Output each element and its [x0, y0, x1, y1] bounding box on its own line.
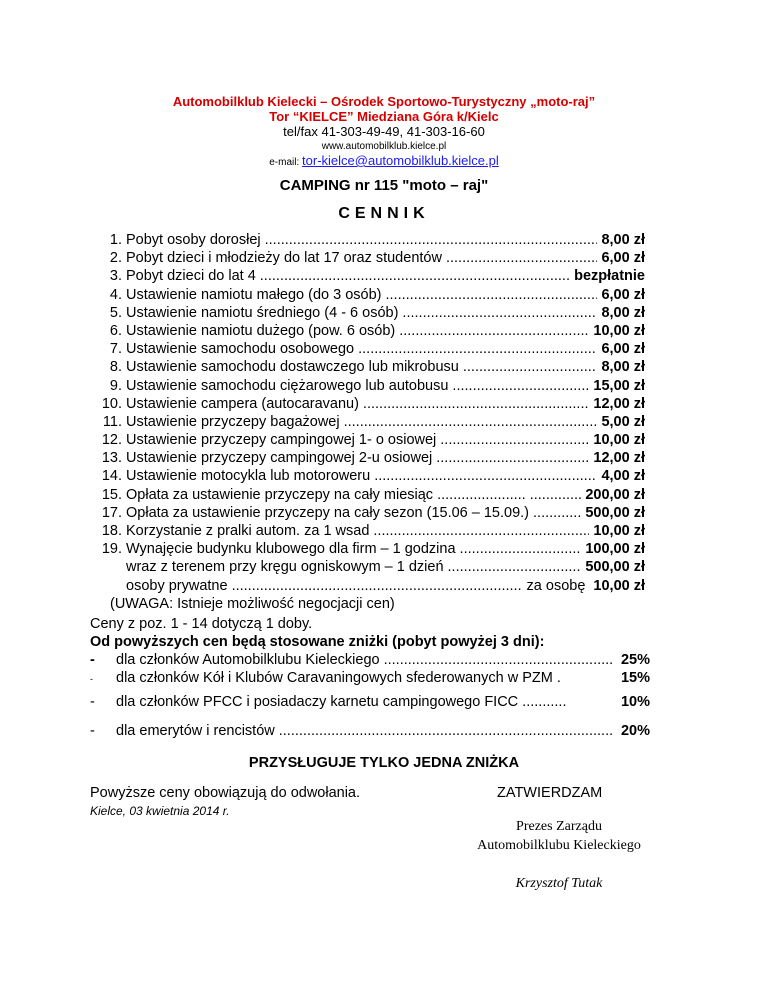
leader-dots: [463, 358, 598, 376]
discount-text: dla emerytów i rencistów: [116, 723, 275, 739]
price-label: Opłata za ustawienie przyczepy na cały miesiąc ......................: [126, 486, 526, 503]
discount-value: 15%: [620, 670, 650, 686]
signer-name: Krzysztof Tutak: [515, 876, 603, 891]
leader-dots: [446, 249, 598, 267]
price-row: [100, 504, 645, 522]
place-date: Kielce, 03 kwietnia 2014 r.: [90, 804, 230, 818]
price-row: [100, 286, 645, 304]
page-title: CAMPING nr 115 "moto – raj": [279, 177, 489, 194]
price-row: [100, 431, 645, 449]
leader-dots: [374, 467, 597, 485]
price-sublabel: osoby prywatne: [126, 577, 228, 594]
email-label: e-mail:: [269, 157, 300, 168]
price-number: 19.: [101, 541, 122, 558]
price-list: [100, 231, 645, 613]
leader-dots: [440, 431, 589, 449]
price-value: 10,00 zł: [593, 432, 645, 449]
leader-dots: [402, 304, 597, 322]
price-row: [100, 340, 645, 358]
price-label: Ustawienie campera (autocaravanu): [126, 395, 359, 412]
leader-dots: [265, 231, 598, 249]
price-number: 10.: [101, 395, 122, 412]
price-label: Ustawienie samochodu dostawczego lub mikrobusu: [126, 359, 459, 376]
cennik-heading: CENNIK: [338, 205, 430, 222]
discount-row: [90, 694, 650, 710]
price-row: [100, 467, 645, 485]
price-number: 17.: [101, 504, 122, 521]
valid-until-text: Powyższe ceny obowiązują do odwołania.: [90, 785, 361, 801]
role-club: Automobilklubu Kieleckiego: [477, 838, 641, 853]
discount-row: [90, 652, 650, 668]
header-website: www.automobilklub.kielce.pl: [321, 141, 447, 152]
discount-value: 25%: [620, 652, 650, 668]
price-row: [100, 249, 645, 267]
leader-dots: [386, 286, 598, 304]
discount-dash: -: [90, 723, 95, 739]
leader-dots: [452, 377, 589, 395]
leader-dots: [399, 322, 589, 340]
leader-dots: [344, 413, 598, 431]
price-row: [100, 322, 645, 340]
price-number: 1.: [109, 232, 122, 248]
discount-value: 10%: [620, 694, 650, 710]
leader-dots: [358, 340, 597, 358]
discount-row: [90, 670, 650, 686]
price-row: [100, 486, 645, 504]
discount-text: dla członków PFCC i posiadaczy karnetu campingowego FICC ...........: [116, 694, 567, 710]
leader-dots: [260, 267, 570, 285]
price-value: 4,00 zł: [601, 468, 645, 485]
discount-dash: -: [90, 652, 95, 668]
discount-dots: [279, 723, 612, 739]
header-track-name: Tor “KIELCE” Miedziana Góra k/Kielc: [269, 109, 499, 124]
price-number: 2.: [109, 250, 122, 267]
price-label: Pobyt osoby dorosłej: [126, 232, 261, 248]
price-number: 15.: [101, 486, 122, 503]
price-row: [100, 395, 645, 413]
price-number: 14.: [101, 468, 122, 485]
price-row: [100, 267, 645, 285]
price-number: 13.: [101, 450, 122, 467]
price-sublabel: wraz z terenem przy kręgu ogniskowym – 1 dzień: [126, 559, 444, 576]
approve-text: ZATWIERDZAM: [497, 785, 603, 801]
price-row: [100, 377, 645, 395]
discount-dots: [384, 652, 612, 668]
price-row: [100, 449, 645, 467]
price-value: 500,00 zł: [585, 559, 645, 576]
price-label: Opłata za ustawienie przyczepy na cały sezon (15.06 – 15.09.): [126, 504, 530, 521]
price-label: Ustawienie namiotu małego (do 3 osób): [126, 286, 382, 303]
price-value: 8,00 zł: [601, 359, 645, 376]
price-row: [100, 358, 645, 376]
discount-row: [90, 723, 650, 739]
price-number: 11.: [102, 413, 122, 430]
price-number: 12.: [101, 432, 122, 449]
negotiation-note: (UWAGA: Istnieje możliwość negocjacji cen): [110, 595, 395, 612]
price-value: 500,00 zł: [585, 504, 645, 521]
price-label: Ustawienie samochodu ciężarowego lub autobusu: [126, 377, 449, 394]
price-value: 12,00 zł: [593, 395, 645, 412]
leader-dots: [436, 449, 589, 467]
leader-dots: [448, 558, 582, 576]
price-value: 6,00 zł: [601, 250, 645, 267]
one-discount-notice: PRZYSŁUGUJE TYLKO JEDNA ZNIŻKA: [248, 755, 520, 771]
price-value: 5,00 zł: [601, 413, 645, 430]
price-row: [100, 522, 645, 540]
price-number: 5.: [109, 304, 122, 321]
leader-dots: [363, 395, 589, 413]
price-subrow: [100, 558, 645, 576]
price-label: Pobyt dzieci i młodzieży do lat 17 oraz studentów: [126, 250, 442, 267]
price-number: 18.: [101, 523, 122, 539]
header-phone: tel/fax 41-303-49-49, 41-303-16-60: [283, 124, 485, 139]
price-value: 200,00 zł: [585, 486, 645, 503]
leader-dots: [373, 522, 589, 540]
price-number: 7.: [109, 341, 122, 358]
price-value: 8,00 zł: [601, 232, 645, 248]
leader-dots: [533, 504, 581, 522]
header-email-line: [0, 153, 768, 168]
discount-text: dla członków Automobilklubu Kieleckiego: [116, 652, 380, 668]
price-value: 15,00 zł: [593, 377, 645, 394]
price-number: 3.: [109, 268, 122, 285]
price-label: Ustawienie przyczepy campingowej 1- o osiowej: [126, 432, 437, 449]
price-row: [100, 540, 645, 558]
price-row: [100, 413, 645, 431]
price-label: Ustawienie namiotu średniego (4 - 6 osób): [126, 304, 399, 321]
price-value: 10,00 zł: [593, 322, 645, 339]
valid-per-day: Ceny z poz. 1 - 14 dotyczą 1 doby.: [90, 616, 313, 632]
discount-heading: Od powyższych cen będą stosowane zniżki (pobyt powyżej 3 dni):: [90, 634, 545, 650]
price-number: 8.: [109, 359, 122, 376]
discount-value: 20%: [620, 723, 650, 739]
price-number: 4.: [109, 286, 122, 303]
price-label: Ustawienie samochodu osobowego: [126, 341, 355, 358]
price-label: Pobyt dzieci do lat 4: [126, 268, 256, 285]
price-value: 12,00 zł: [593, 450, 645, 467]
price-label: Korzystanie z pralki autom. za 1 wsad: [126, 523, 370, 539]
price-value: bezpłatnie: [574, 268, 645, 285]
price-label: Ustawienie namiotu dużego (pow. 6 osób): [126, 322, 396, 339]
price-value: 8,00 zł: [601, 304, 645, 321]
price-label: Wynajęcie budynku klubowego dla firm – 1 godzina: [126, 541, 456, 558]
price-label: Ustawienie motocykla lub motoroweru: [126, 468, 371, 485]
leader-dots: [232, 577, 523, 595]
price-value: 10,00 zł: [593, 577, 645, 594]
price-value: 6,00 zł: [601, 341, 645, 358]
price-label: Ustawienie przyczepy campingowej 2-u osiowej: [126, 450, 433, 467]
discount-text: dla członków Kół i Klubów Caravaningowych sfederowanych w PZM .: [116, 670, 561, 686]
price-number: 6.: [109, 322, 122, 339]
email-link[interactable]: tor-kielce@automobilklub.kielce.pl: [302, 153, 499, 168]
price-subrow: [100, 577, 645, 595]
price-value: 100,00 zł: [585, 541, 645, 558]
discount-dash: -: [90, 694, 95, 710]
price-number: 9.: [109, 377, 122, 394]
header-club-name: Automobilklub Kielecki – Ośrodek Sportowo-Turystyczny „moto-raj”: [172, 94, 596, 109]
role-president: Prezes Zarządu: [516, 819, 602, 834]
price-suffix: za osobę: [526, 577, 586, 594]
price-value: 6,00 zł: [601, 286, 645, 303]
price-row: [100, 231, 645, 249]
leader-dots: [530, 486, 582, 504]
price-value: 10,00 zł: [593, 523, 645, 539]
price-label: Ustawienie przyczepy bagażowej: [126, 413, 340, 430]
leader-dots: [460, 540, 582, 558]
price-row: [100, 304, 645, 322]
discount-dash: -: [90, 674, 93, 684]
